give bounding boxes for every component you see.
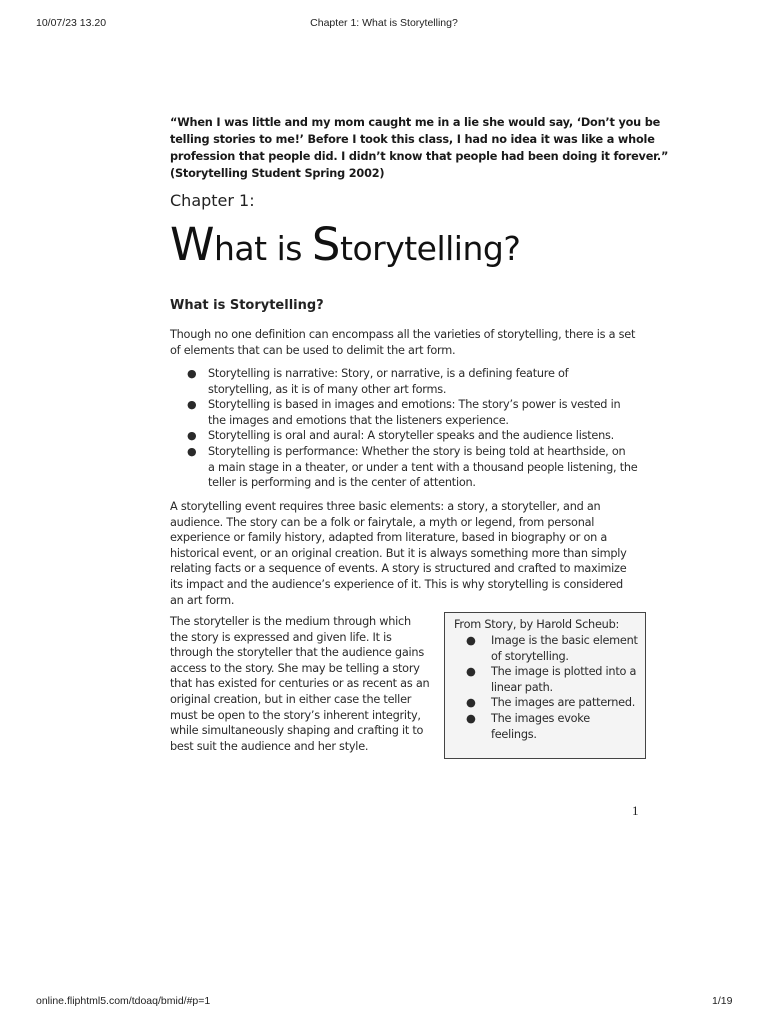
paragraph-line: best suit the audience and her style. xyxy=(170,739,369,753)
title-part-2: torytelling? xyxy=(340,229,521,268)
bullet-icon: ● xyxy=(187,429,197,443)
list-item xyxy=(466,711,638,742)
bullet-icon: ● xyxy=(466,634,476,647)
page-number: 1 xyxy=(632,803,639,818)
list-item-line: teller is performing and is the center of attention. xyxy=(208,476,476,490)
section-heading: What is Storytelling? xyxy=(170,298,324,313)
list-item xyxy=(466,695,638,711)
paragraph-line: Though no one definition can encompass all the varieties of storytelling, there is a set xyxy=(170,328,636,341)
quote-line: profession that people did. I didn’t know that people had been doing it forever.” xyxy=(170,150,669,163)
list-item-line: Storytelling is narrative: Story, or narrative, is a defining feature of xyxy=(208,367,569,380)
quote-line: “When I was little and my mom caught me in a lie she would say, ‘Don’t you be xyxy=(170,116,661,129)
list-item xyxy=(187,428,638,444)
paragraph-line: an art form. xyxy=(170,593,235,607)
chapter-label: Chapter 1: xyxy=(170,191,255,210)
print-timestamp: 10/07/23 13.20 xyxy=(36,17,107,29)
chapter-title xyxy=(170,218,520,271)
paragraph-line: while simultaneously shaping and crafting it to xyxy=(170,724,424,738)
paragraph-line: its impact and the audience’s experience of it. This is why storytelling is considered xyxy=(170,577,623,591)
quote-line: telling stories to me!’ Before I took this class, I had no idea it was like a whole xyxy=(170,133,655,146)
bullet-icon: ● xyxy=(466,665,476,679)
paragraph-line: original creation, but in either case the teller xyxy=(170,692,412,706)
paragraph-line: through the storyteller that the audience gains xyxy=(170,646,424,660)
bullet-icon: ● xyxy=(466,696,476,710)
list-item xyxy=(466,664,638,695)
list-item-line: Storytelling is oral and aural: A storyteller speaks and the audience listens. xyxy=(208,429,614,443)
print-page-count: 1/19 xyxy=(712,995,733,1007)
paragraph-line: audience. The story can be a folk or fairytale, a myth or legend, from personal xyxy=(170,515,595,529)
paragraph-line: The storyteller is the medium through which xyxy=(170,615,411,628)
bullet-icon: ● xyxy=(187,444,197,458)
list-item-line: the images and emotions that the listeners experience. xyxy=(208,413,509,427)
storytelling-elements-list xyxy=(187,366,638,491)
title-part-1: hat is xyxy=(214,229,312,268)
list-item-line: Storytelling is based in images and emotions: The story’s power is vested in xyxy=(208,398,621,412)
print-url: online.fliphtml5.com/tdoaq/bmid/#p=1 xyxy=(36,995,211,1007)
title-initial-s: S xyxy=(311,218,340,271)
paragraph-line: historical event, or an original creation. But it is always something more than simply xyxy=(170,546,627,560)
bullet-icon: ● xyxy=(187,367,197,380)
storyteller-paragraph xyxy=(170,614,429,754)
intro-paragraph xyxy=(170,327,635,358)
title-initial-w: W xyxy=(170,218,214,271)
quote-attribution: (Storytelling Student Spring 2002) xyxy=(170,167,385,180)
paragraph-line: the story is expressed and given life. It is xyxy=(170,630,392,644)
bullet-icon: ● xyxy=(466,711,476,725)
epigraph-quote xyxy=(170,114,669,182)
paragraph-line: that has existed for centuries or as recent as an xyxy=(170,677,430,691)
paragraph-line: must be open to the story’s inherent integrity, xyxy=(170,708,421,722)
list-item xyxy=(466,633,638,664)
list-item-line: linear path. xyxy=(491,680,553,694)
list-item-line: a main stage in a theater, or under a tent with a thousand people listening, the xyxy=(208,460,638,474)
paragraph-line: experience or family history, adapted from literature, based in biography or on a xyxy=(170,531,608,545)
paragraph-line: of elements that can be used to delimit the art form. xyxy=(170,343,456,357)
scheub-sidebar-box xyxy=(444,612,646,759)
paragraph-line: relating facts or a sequence of events. A story is structured and crafted to maximize xyxy=(170,562,627,576)
list-item-line: storytelling, as it is of many other art forms. xyxy=(208,382,447,396)
list-item-line: The images are patterned. xyxy=(491,696,636,710)
list-item xyxy=(187,444,638,491)
list-item-line: The images evoke xyxy=(491,711,590,725)
paragraph-line: access to the story. She may be telling a story xyxy=(170,661,420,675)
elements-paragraph xyxy=(170,499,627,608)
list-item xyxy=(187,366,638,397)
list-item-line: of storytelling. xyxy=(491,649,569,663)
print-page-title: Chapter 1: What is Storytelling? xyxy=(310,17,458,29)
list-item-line: feelings. xyxy=(491,727,537,741)
sidebar-box-list xyxy=(466,633,638,742)
list-item xyxy=(187,397,638,428)
list-item-line: Storytelling is performance: Whether the story is being told at hearthside, on xyxy=(208,444,626,458)
paragraph-line: A storytelling event requires three basic elements: a story, a storyteller, and an xyxy=(170,500,601,513)
list-item-line: Image is the basic element xyxy=(491,634,638,647)
bullet-icon: ● xyxy=(187,398,197,412)
list-item-line: The image is plotted into a xyxy=(491,665,637,679)
sidebar-box-title: From Story, by Harold Scheub: xyxy=(454,618,620,631)
